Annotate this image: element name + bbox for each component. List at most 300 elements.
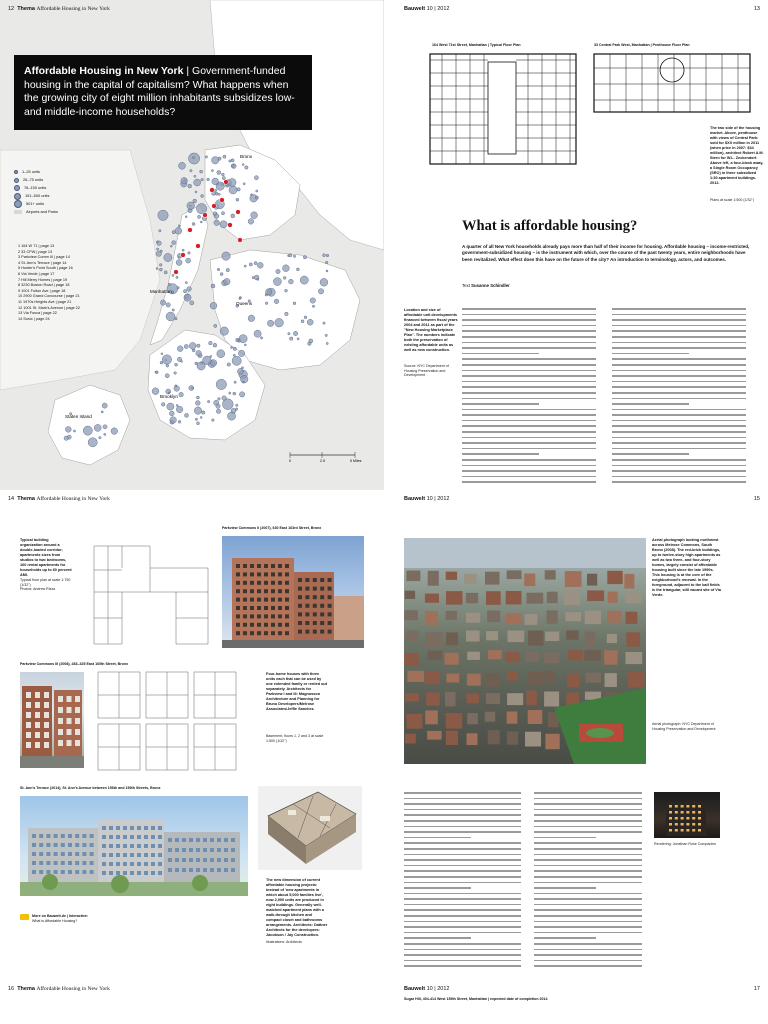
text-line [612, 347, 746, 349]
window [35, 702, 40, 708]
index-item: 5 Hunter's Point South | page 16 [18, 266, 73, 271]
housing-dot [230, 346, 232, 348]
housing-dot [201, 178, 204, 181]
housing-dot [196, 204, 206, 214]
text-line [462, 442, 596, 444]
housing-dot [216, 379, 226, 389]
housing-dot [203, 356, 212, 365]
city-block [547, 610, 558, 623]
text-line [612, 409, 746, 411]
window [698, 817, 701, 820]
window [61, 870, 65, 874]
window [224, 868, 228, 872]
window [305, 630, 309, 634]
window [264, 631, 268, 635]
text-line [534, 921, 642, 923]
window [32, 861, 36, 865]
window [75, 843, 79, 847]
window [328, 595, 332, 599]
city-block [505, 652, 520, 662]
window [278, 598, 282, 602]
city-block [405, 591, 415, 599]
basement-caption: Basement, floors 1, 2 and 3 at scale 1:500 (1/32") [266, 734, 324, 743]
window [26, 722, 31, 728]
byline-label: Text [462, 283, 470, 288]
city-block [485, 712, 496, 722]
aerial-credit: Aerial photograph: NYC Department of Housing Preservation and Development [652, 722, 716, 731]
window [68, 861, 72, 865]
window [102, 826, 106, 830]
window [231, 848, 235, 852]
parkview-label: Parkview Commons II (2007), 630 East 163rd Street, Bronx [222, 526, 322, 530]
window [210, 838, 214, 842]
window [151, 835, 155, 839]
housing-dot [243, 183, 245, 185]
window [298, 587, 302, 591]
text-line [462, 375, 596, 377]
text-line [534, 809, 642, 811]
window [32, 852, 36, 856]
header-publication: Bauwelt [404, 986, 426, 992]
housing-dot [226, 185, 229, 188]
city-block [584, 650, 601, 661]
text-line [404, 837, 471, 839]
window [264, 564, 268, 568]
housing-dot [256, 190, 258, 192]
window [271, 606, 275, 610]
rendering-credit: Illustrations: Architects [266, 940, 302, 944]
window [90, 843, 94, 847]
window [109, 826, 113, 830]
window [271, 564, 275, 568]
housing-dot [175, 363, 178, 366]
window [328, 612, 332, 616]
housing-dot [320, 278, 328, 286]
window [54, 834, 58, 838]
text-line [404, 859, 521, 861]
housing-dot [326, 254, 329, 257]
housing-dot [266, 289, 272, 295]
text-line [534, 848, 642, 850]
city-block [587, 574, 597, 586]
window [320, 612, 324, 616]
parkview-iii-photo [20, 672, 84, 768]
housing-dot [195, 418, 197, 420]
typical-floor-caption: Typical building organization around a double-loaded corridor; apartments sizes from studios to two bedrooms, 160 rental apartments for households up to 60 percent AMI. [20, 538, 72, 577]
window [44, 722, 49, 728]
window [243, 623, 247, 627]
housing-dot [255, 196, 258, 199]
housing-dot [65, 427, 71, 433]
housing-dot [285, 289, 288, 292]
text-line [612, 336, 746, 338]
text-line [404, 848, 521, 850]
rendering-caption: Rendering: Jonathan Rose Companies [654, 842, 716, 846]
window [250, 564, 254, 568]
window [116, 871, 120, 875]
window [686, 829, 689, 832]
text-line [462, 330, 596, 332]
st-anns-illustration [20, 796, 248, 896]
window [151, 853, 155, 857]
city-block [526, 652, 539, 662]
window [26, 702, 31, 708]
housing-dot [202, 411, 205, 414]
window [257, 572, 261, 576]
window [681, 817, 684, 820]
text-line [534, 949, 642, 951]
window [26, 732, 31, 738]
window [243, 564, 247, 568]
window [67, 696, 72, 702]
window [44, 712, 49, 718]
window [264, 581, 268, 585]
project-marker [220, 198, 225, 203]
housing-dot [172, 274, 174, 276]
housing-dot [267, 320, 273, 326]
window [236, 606, 240, 610]
housing-dot [175, 227, 182, 234]
window [236, 598, 240, 602]
window [285, 606, 289, 610]
text-line [612, 364, 746, 366]
window [144, 835, 148, 839]
housing-dot [283, 277, 286, 280]
window [231, 868, 235, 872]
window [298, 595, 302, 599]
housing-dot [221, 212, 224, 215]
housing-dot [200, 170, 203, 173]
housing-dot [251, 212, 258, 219]
housing-dot [223, 155, 226, 158]
window [32, 834, 36, 838]
city-block [626, 612, 638, 624]
window [675, 817, 678, 820]
housing-dot [164, 253, 172, 261]
city-block [607, 611, 622, 623]
window [75, 718, 80, 724]
city-block [428, 571, 439, 586]
more-label: More on Bauwelt.de | Interactive: [32, 914, 89, 918]
window [44, 702, 49, 708]
housing-dot [215, 192, 218, 195]
housing-dot [157, 241, 162, 246]
window [313, 595, 317, 599]
window [236, 572, 240, 576]
typical-floor-scale: Typical floor plan at scale 1:750 (1/32") [20, 578, 71, 587]
city-block [506, 591, 522, 605]
window [271, 572, 275, 576]
text-line [612, 375, 746, 377]
text-line [404, 937, 471, 939]
window [58, 729, 63, 735]
text-line [612, 386, 746, 388]
housing-dot [227, 412, 235, 420]
housing-dot [293, 255, 295, 257]
housing-dot [169, 411, 174, 416]
housing-dot [297, 338, 299, 340]
window [250, 623, 254, 627]
window [320, 595, 324, 599]
city-block [528, 672, 544, 686]
window [44, 692, 49, 698]
text-line [404, 865, 521, 867]
city-block [626, 632, 640, 647]
legend-label: 501+ units [26, 201, 45, 206]
housing-dot [257, 278, 259, 280]
text-line [462, 370, 596, 372]
housing-dot [310, 298, 315, 303]
legend-item [14, 200, 58, 208]
city-block [488, 730, 500, 744]
text-line [612, 420, 746, 422]
borough-label-manhattan: Manhattan [150, 289, 172, 294]
aerial-caption: Aerial photograph looking northwest across Melrose Commons, South Bronx (2008). The red-brick buildings, up to twelve-story high apartments as well as two three- and four-story homes, largely consist of affordable housing built since the late 1990s. This housing is at the core of the neighborhood's renewal. In the foreground, adjacent to the ball fields is the triangular, still vacant site of Via Verde. [652, 538, 721, 597]
housing-dot [170, 245, 172, 247]
housing-dot [185, 282, 187, 284]
window [58, 696, 63, 702]
window [144, 853, 148, 857]
city-block [545, 671, 555, 683]
text-line [462, 381, 596, 383]
window [137, 844, 141, 848]
housing-dot [229, 186, 237, 194]
city-block [466, 631, 480, 642]
city-block [544, 653, 560, 664]
housing-dot [216, 404, 220, 408]
housing-dot [176, 276, 178, 278]
project-marker [236, 210, 241, 215]
window [243, 631, 247, 635]
window [313, 587, 317, 591]
index-item: 10 2900 Grand Concourse | page 21 [18, 294, 80, 299]
dot-icon [14, 185, 20, 191]
housing-dot [323, 254, 326, 257]
housing-dot [285, 312, 289, 316]
housing-dot [197, 344, 200, 347]
window [305, 587, 309, 591]
window [58, 718, 63, 724]
housing-dot [237, 368, 243, 374]
more-link[interactable] [20, 914, 88, 924]
text-line [404, 820, 521, 822]
housing-dot [283, 265, 290, 272]
text-line [404, 831, 521, 833]
housing-dot [174, 372, 177, 375]
window [175, 838, 179, 842]
text-line [462, 420, 596, 422]
header-section: Thema [17, 6, 35, 12]
window [271, 623, 275, 627]
apartment-illustration [258, 786, 362, 870]
housing-dot [178, 225, 180, 227]
housing-dot [242, 381, 244, 383]
index-item: 4 St. Ann's Terrace | page 14 [18, 260, 67, 265]
housing-dot [155, 371, 158, 374]
window [39, 870, 43, 874]
window [168, 868, 172, 872]
window [675, 811, 678, 814]
window [681, 823, 684, 826]
housing-dot [323, 322, 325, 324]
housing-dot [236, 404, 238, 406]
housing-dot [182, 249, 184, 251]
city-block [406, 571, 420, 582]
housing-dot [296, 268, 299, 271]
window [298, 604, 302, 608]
plans-caption: The two side of the housing market. Above, penthouse with views of Central Park: sold for $XX million in 2011 (when price in 2007: $34 million), architect Robert A.M. Stern for W.L. Zeckendorf. Above left, a four-block away, a Single Room Occupancy (SRO) in three subsidized 1:30 apartment buildings. 2012. [710, 126, 764, 185]
housing-dot [222, 177, 225, 180]
housing-dot [200, 416, 202, 418]
window [681, 811, 684, 814]
page-16 [0, 982, 384, 1024]
text-line [534, 865, 642, 867]
window [130, 862, 134, 866]
housing-dot [185, 216, 187, 218]
window [271, 581, 275, 585]
text-line [462, 425, 596, 427]
page-13 [384, 0, 768, 490]
text-line [462, 403, 539, 405]
page-header [8, 986, 110, 992]
housing-dot [162, 355, 171, 364]
housing-dot [252, 276, 254, 278]
window [123, 826, 127, 830]
city-block [426, 632, 443, 648]
window [217, 868, 221, 872]
city-block [568, 650, 583, 660]
window [189, 868, 193, 872]
text-line [462, 476, 596, 478]
housing-dot [207, 400, 209, 402]
housing-dot [179, 392, 184, 397]
housing-dot [237, 188, 240, 191]
text-line [612, 465, 746, 467]
text-line [534, 960, 642, 962]
window [698, 811, 701, 814]
housing-dot [214, 214, 219, 219]
window [328, 578, 332, 582]
project-marker [174, 270, 179, 275]
parkview-iii-label: Parkview Commons III (2008), 283–325 East 160th Street, Bronx [20, 662, 129, 666]
window [61, 852, 65, 856]
city-block [425, 672, 440, 685]
city-block [528, 631, 544, 646]
window [82, 870, 86, 874]
window [182, 858, 186, 862]
window [151, 871, 155, 875]
housing-dot [220, 221, 227, 228]
townhouse-illustration [20, 672, 84, 768]
window [669, 829, 672, 832]
text-line [612, 392, 746, 394]
text-line [534, 904, 642, 906]
window [35, 692, 40, 698]
text-line [534, 887, 596, 889]
window [264, 589, 268, 593]
text-line [534, 937, 596, 939]
city-block [428, 651, 443, 660]
housing-dot [288, 333, 290, 335]
housing-dot [99, 437, 101, 439]
window [305, 578, 309, 582]
housing-dot [184, 344, 188, 348]
housing-dot [88, 438, 97, 447]
window [54, 852, 58, 856]
city-block [604, 650, 617, 664]
window [46, 870, 50, 874]
window [54, 870, 58, 874]
legend-label: Airports and Parks [26, 209, 59, 214]
window [236, 581, 240, 585]
housing-dot [293, 302, 296, 305]
housing-dot [157, 248, 159, 250]
borough-label-bronx: Bronx [240, 154, 253, 159]
window [692, 823, 695, 826]
text-line [404, 887, 471, 889]
window [686, 811, 689, 814]
housing-dot [220, 327, 228, 335]
window [236, 623, 240, 627]
housing-dot [195, 401, 200, 406]
window [243, 606, 247, 610]
city-block [407, 671, 424, 682]
text-line [612, 481, 746, 483]
window [250, 581, 254, 585]
window [90, 834, 94, 838]
page-number: 14 [8, 496, 15, 502]
city-block [564, 590, 580, 605]
housing-dot [217, 350, 225, 358]
window [102, 844, 106, 848]
text-line [404, 932, 521, 934]
legend-item [14, 208, 58, 216]
housing-dot [193, 157, 195, 159]
window [224, 838, 228, 842]
housing-dot [186, 258, 191, 263]
scale-label-0: 0 [289, 459, 291, 463]
housing-dot [229, 160, 231, 162]
text-line [612, 381, 746, 383]
window [175, 848, 179, 852]
text-line [404, 870, 521, 872]
window [68, 852, 72, 856]
window [130, 871, 134, 875]
window [168, 838, 172, 842]
housing-dot [188, 184, 192, 188]
housing-dot [175, 318, 177, 320]
text-line [612, 431, 746, 433]
housing-dot [257, 262, 263, 268]
window [75, 740, 80, 746]
housing-dot [158, 210, 168, 220]
housing-dot [179, 162, 186, 169]
header-section: Thema [17, 986, 35, 992]
window [68, 843, 72, 847]
page-header [404, 986, 449, 992]
window [123, 835, 127, 839]
city-block [528, 710, 543, 724]
housing-dot [196, 351, 202, 357]
window [67, 740, 72, 746]
window [313, 604, 317, 608]
text-line [404, 965, 521, 967]
text-line [462, 392, 596, 394]
text-line [534, 870, 642, 872]
window [75, 834, 79, 838]
text-line [612, 353, 689, 355]
housing-dot [166, 303, 170, 307]
